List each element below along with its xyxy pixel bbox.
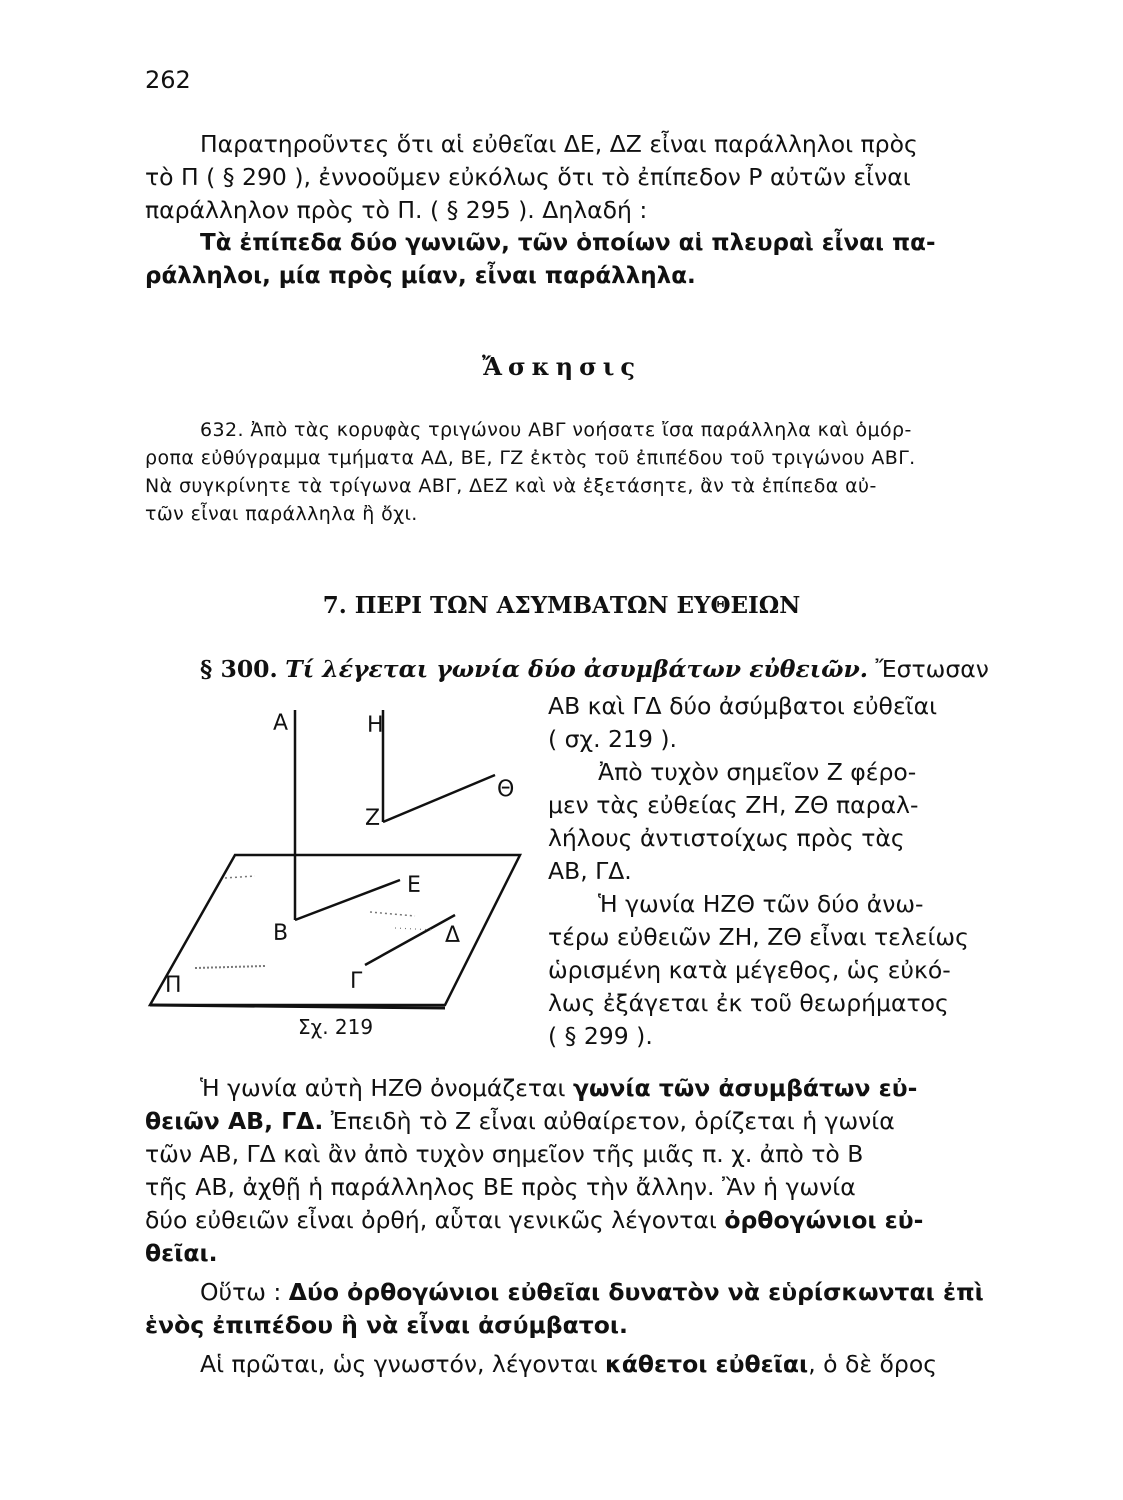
bold-run: γωνία τῶν ἀσυμβάτων εὐ-	[572, 1074, 918, 1102]
bold-run: Δύο ὀρθογώνιοι εὐθεῖαι δυνατὸν νὰ εὑρίσκωνται ἐπὶ	[288, 1278, 984, 1306]
exercise-heading: Ἄσκησις	[481, 352, 641, 381]
line-gamma-delta	[365, 915, 455, 965]
hatching	[195, 966, 265, 968]
intro-paragraph	[145, 128, 990, 293]
bold-run: θειῶν ΑΒ, ΓΔ.	[145, 1107, 324, 1135]
section-heading-text: Τί λέγεται γωνία δύο ἀσυμβάτων εὐθειῶν.	[285, 655, 868, 683]
theorem-line-1: Τὰ ἐπίπεδα δύο γωνιῶν, τῶν ὁποίων αἱ πλευραὶ εἶναι πα-	[200, 230, 936, 256]
label-delta: Δ	[445, 923, 461, 948]
right-line: λως ἐξάγεται ἐκ τοῦ θεωρήματος	[548, 989, 949, 1017]
right-line: μεν τὰς εὐθείας ΖΗ, ΖΘ παραλ-	[548, 791, 919, 819]
intro-line-3: παράλληλον πρὸς τὸ Π. ( § 295 ). Δηλαδή :	[145, 196, 648, 224]
intro-line-1: Παρατηροῦντες ὅτι αἱ εὐθεῖαι ΔΕ, ΔΖ εἶναι παράλληλοι πρὸς	[200, 130, 918, 158]
exercise-line-1: 632. Ἀπὸ τὰς κορυφὰς τριγώνου ΑΒΓ νοήσατε ἴσα παράλληλα καὶ ὁμόρ-	[200, 419, 912, 441]
exercise-line-2: ροπα εὐθύγραμμα τμήματα ΑΔ, ΒΕ, ΓΖ ἐκτὸς τοῦ ἐπιπέδου τοῦ τριγώνου ΑΒΓ.	[145, 447, 916, 469]
text-run: Ἐπειδὴ τὸ Ζ εἶναι αὐθαίρετον, ὁρίζεται ἡ γωνία	[323, 1107, 895, 1135]
closing-line-2	[145, 1105, 990, 1138]
theorem-line-2: ράλληλοι, μία πρὸς μίαν, εἶναι παράλληλα.	[145, 263, 696, 289]
plane-pi	[150, 855, 520, 1005]
closing-line-4: τῆς ΑΒ, ἀχθῇ ἡ παράλληλος ΒΕ πρὸς τὴν ἄλλην. Ἂν ἡ γωνία	[145, 1173, 856, 1201]
line-ztheta	[383, 775, 495, 822]
section-number: § 300.	[200, 655, 278, 683]
right-line: ΑΒ καὶ ΓΔ δύο ἀσύμβατοι εὐθεῖαι	[548, 692, 938, 720]
label-eta: Η	[367, 713, 384, 738]
text-run: , ὁ δὲ ὅρος	[808, 1350, 937, 1378]
right-line: Ἀπὸ τυχὸν σημεῖον Ζ φέρο-	[598, 758, 917, 786]
label-theta: Θ	[497, 777, 515, 802]
closing-line-8: ἑνὸς ἐπιπέδου ἢ νὰ εἶναι ἀσύμβατοι.	[145, 1311, 628, 1339]
hatching	[225, 876, 255, 878]
section-300-heading	[200, 655, 989, 683]
bold-run: ὀρθογώνιοι εὐ-	[724, 1206, 924, 1234]
section-heading-tail: Ἔστωσαν	[875, 655, 989, 683]
closing-paragraph	[145, 1072, 990, 1381]
intro-line-2: τὸ Π ( § 290 ), ἐννοοῦμεν εὐκόλως ὅτι τὸ ἐπίπεδον Ρ αὐτῶν εἶναι	[145, 163, 911, 191]
right-line: τέρω εὐθειῶν ΖΗ, ΖΘ εἶναι τελείως	[548, 923, 969, 951]
exercise-line-4: τῶν εἶναι παράλληλα ἢ ὄχι.	[145, 503, 418, 525]
right-line: ( § 299 ).	[548, 1022, 653, 1050]
text-run: Ἡ γωνία αὐτὴ ΗΖΘ ὀνομάζεται	[200, 1074, 573, 1102]
label-zeta: Ζ	[365, 806, 381, 831]
text-run: Οὕτω :	[200, 1278, 289, 1306]
exercise-paragraph	[145, 416, 995, 528]
label-gamma: Γ	[350, 969, 363, 994]
closing-line-3: τῶν ΑΒ, ΓΔ καὶ ἂν ἀπὸ τυχὸν σημεῖον τῆς μιᾶς π. χ. ἀπὸ τὸ Β	[145, 1140, 864, 1168]
label-beta: Β	[273, 921, 289, 946]
closing-line-5	[145, 1204, 990, 1237]
label-alpha: Α	[273, 711, 289, 736]
text-run: δύο εὐθειῶν εἶναι ὀρθή, αὗται γενικῶς λέγονται	[145, 1206, 725, 1234]
label-epsilon: Ε	[407, 873, 421, 898]
closing-line-6: θεῖαι.	[145, 1239, 218, 1267]
closing-line-1	[145, 1072, 990, 1105]
right-line: Ἡ γωνία ΗΖΘ τῶν δύο ἀνω-	[598, 890, 924, 918]
right-line: λήλους ἀντιστοίχως πρὸς τὰς	[548, 824, 905, 852]
closing-line-7	[145, 1276, 990, 1309]
right-line: ὡρισμένη κατὰ μέγεθος, ὡς εὐκό-	[548, 956, 951, 984]
figure-219	[145, 700, 545, 1050]
closing-line-9	[145, 1348, 990, 1381]
figure-caption: Σχ. 219	[298, 1015, 374, 1039]
hatching	[370, 912, 415, 916]
right-line: ΑΒ, ΓΔ.	[548, 857, 632, 885]
label-pi: Π	[165, 973, 182, 998]
section-title: 7. ΠΕΡΙ ΤΩΝ ΑΣΥΜΒΑΤΩΝ ΕΥΘΕΙΩΝ	[322, 592, 801, 619]
right-line: ( σχ. 219 ).	[548, 725, 678, 753]
line-be	[295, 880, 400, 920]
page-number: 262	[145, 66, 191, 94]
bold-run: κάθετοι εὐθεῖαι	[605, 1350, 809, 1378]
text-run: Αἱ πρῶται, ὡς γνωστόν, λέγονται	[200, 1350, 605, 1378]
exercise-line-3: Νὰ συγκρίνητε τὰ τρίγωνα ΑΒΓ, ΔΕΖ καὶ νὰ ἐξετάσητε, ἂν τὰ ἐπίπεδα αὐ-	[145, 475, 877, 497]
section-300-right-column	[548, 690, 993, 1053]
